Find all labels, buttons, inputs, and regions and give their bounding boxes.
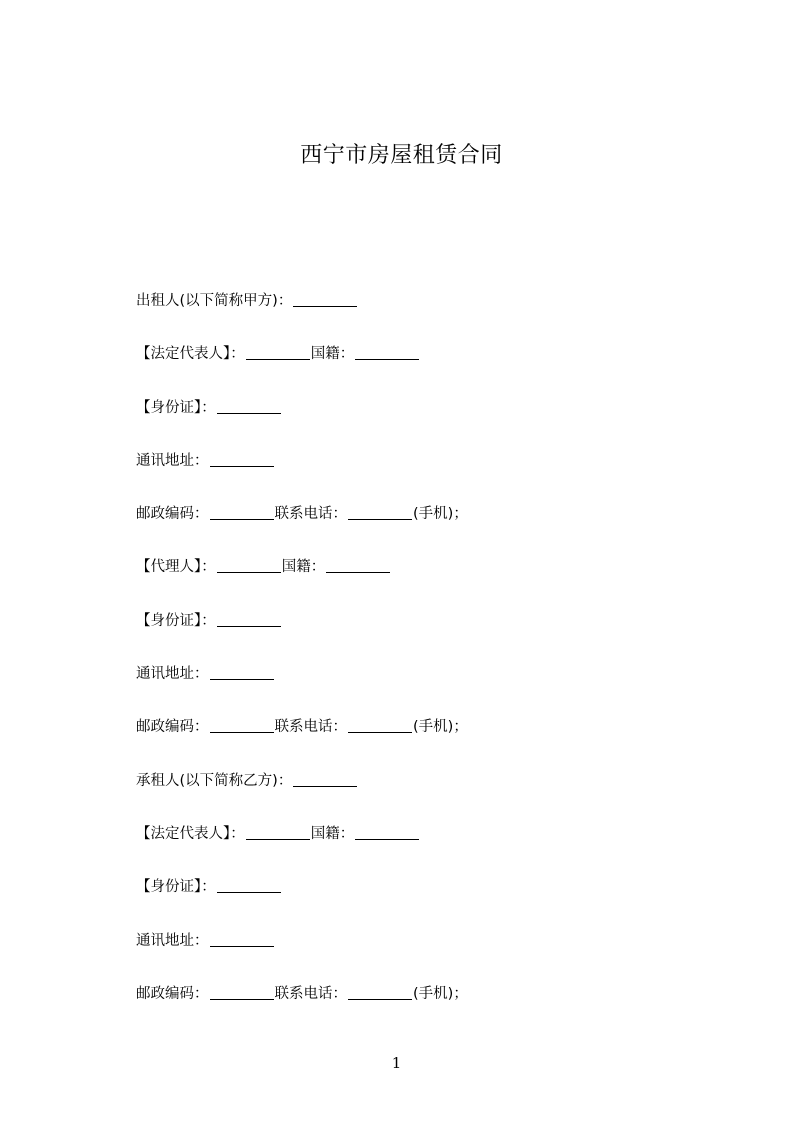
field-label: 【身份证】： — [136, 399, 216, 416]
fill-in-blank[interactable] — [355, 825, 419, 840]
fill-in-blank[interactable] — [293, 292, 357, 307]
field-label: 【法定代表人】： — [136, 825, 245, 842]
field-label: 通讯地址： — [136, 666, 209, 683]
field-label: 【身份证】： — [136, 879, 216, 896]
field-line-lessor-id — [136, 395, 468, 448]
fill-in-blank[interactable] — [217, 878, 281, 893]
field-label: (手机)； — [413, 719, 468, 736]
field-label: 出租人(以下简称甲方)： — [136, 293, 293, 309]
field-label: 联系电话： — [274, 719, 347, 736]
fill-in-blank[interactable] — [348, 505, 412, 520]
field-line-lessor-contact — [136, 501, 468, 554]
fill-in-blank[interactable] — [210, 665, 274, 680]
field-label: 【身份证】： — [136, 612, 216, 629]
field-line-lessor — [136, 288, 468, 341]
fill-in-blank[interactable] — [246, 345, 310, 360]
field-line-lessee-legal-rep — [136, 821, 468, 874]
field-label: 通讯地址： — [136, 932, 209, 949]
fill-in-blank[interactable] — [348, 718, 412, 733]
fill-in-blank[interactable] — [210, 985, 274, 1000]
field-label: 邮政编码： — [136, 719, 209, 736]
field-line-agent-id — [136, 608, 468, 661]
field-line-lessee-id — [136, 874, 468, 927]
field-label: (手机)； — [413, 506, 468, 523]
field-label: 邮政编码： — [136, 985, 209, 1002]
fill-in-blank[interactable] — [210, 452, 274, 467]
fill-in-blank[interactable] — [210, 932, 274, 947]
field-label: 【法定代表人】： — [136, 346, 245, 363]
fill-in-blank[interactable] — [355, 345, 419, 360]
field-label: 国籍： — [281, 559, 326, 576]
field-line-lessor-address — [136, 448, 468, 501]
field-line-agent-address — [136, 661, 468, 714]
contract-party-fields — [136, 288, 468, 1034]
field-line-lessee-address — [136, 928, 468, 981]
field-label: 联系电话： — [274, 506, 347, 523]
field-line-agent-contact — [136, 714, 468, 767]
field-label: 【代理人】： — [136, 559, 216, 576]
fill-in-blank[interactable] — [217, 399, 281, 414]
field-label: 承租人(以下简称乙方)： — [136, 772, 293, 789]
fill-in-blank[interactable] — [217, 558, 281, 573]
page-title: 西宁市房屋租赁合同 — [300, 143, 503, 168]
field-line-lessee — [136, 768, 468, 821]
field-label: 通讯地址： — [136, 452, 209, 469]
page-number: 1 — [391, 1054, 402, 1072]
fill-in-blank[interactable] — [217, 612, 281, 627]
fill-in-blank[interactable] — [326, 558, 390, 573]
fill-in-blank[interactable] — [348, 985, 412, 1000]
field-label: 国籍： — [310, 825, 355, 842]
field-label: 国籍： — [310, 346, 355, 363]
field-label: 邮政编码： — [136, 506, 209, 523]
fill-in-blank[interactable] — [293, 772, 357, 787]
field-line-lessee-contact — [136, 981, 468, 1034]
field-label: 联系电话： — [274, 985, 347, 1002]
fill-in-blank[interactable] — [210, 505, 274, 520]
field-line-lessor-agent — [136, 554, 468, 607]
fill-in-blank[interactable] — [210, 718, 274, 733]
field-line-lessor-legal-rep — [136, 341, 468, 394]
field-label: (手机)； — [413, 985, 468, 1002]
fill-in-blank[interactable] — [246, 825, 310, 840]
